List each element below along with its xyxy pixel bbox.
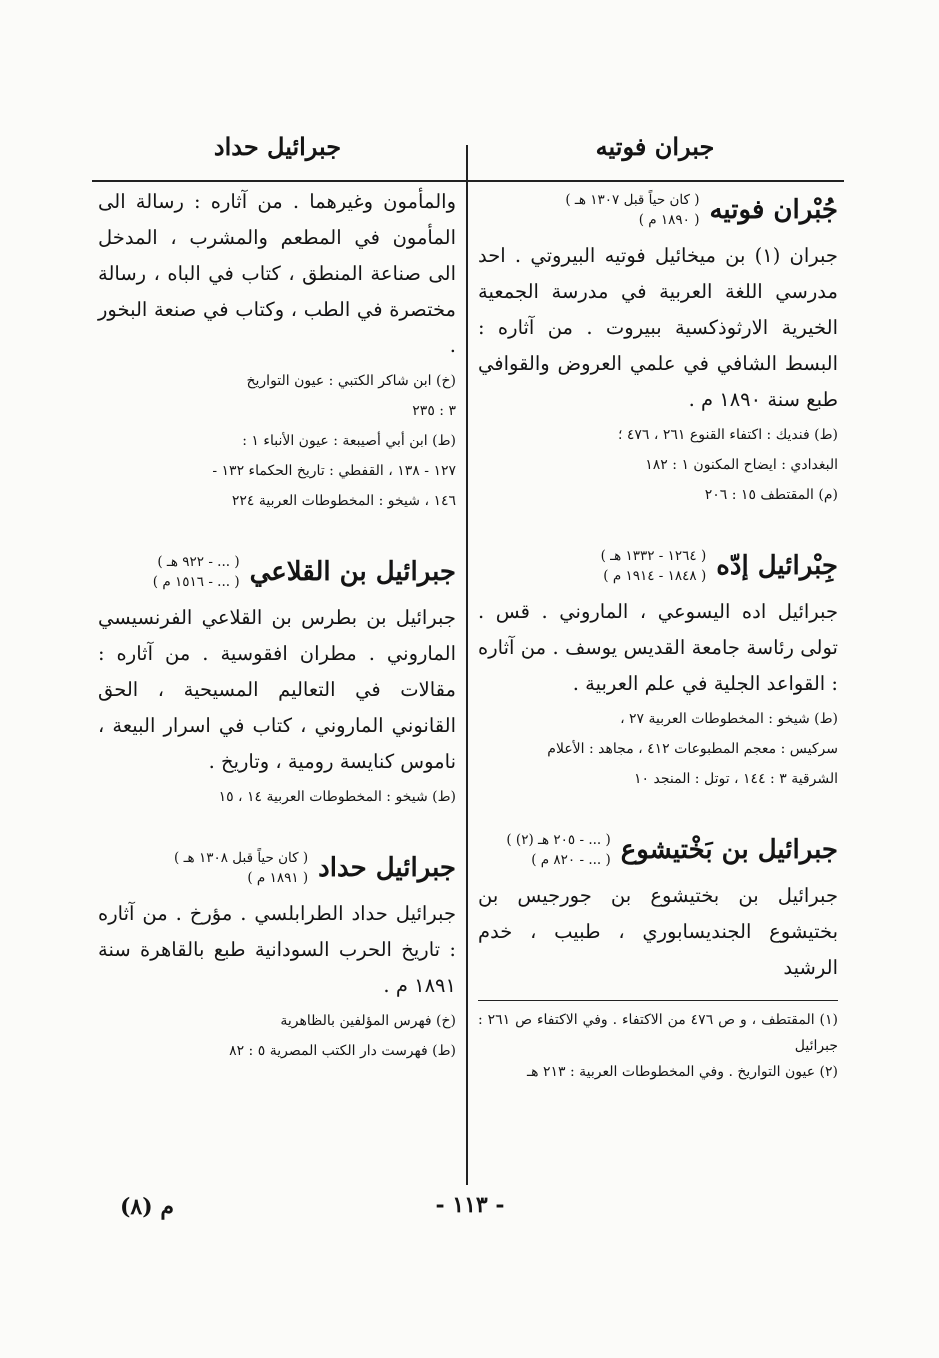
entry-reference: (ط) فهرست دار الكتب المصرية ٥ : ٨٢ bbox=[229, 1043, 456, 1059]
signature-mark: م (٨) bbox=[120, 1194, 174, 1220]
entry-body: جبرائيل اده اليسوعي ، الماروني . قس . تولى رئاسة جامعة القديس يوسف . من آثاره : القواعد الجلية في علم العربية . bbox=[478, 600, 838, 695]
date-gregorian: ( ١٨٩١ م ) bbox=[247, 870, 309, 886]
entry-heading bbox=[478, 830, 838, 870]
entry-continuation bbox=[98, 184, 456, 514]
entry-dates bbox=[174, 848, 308, 888]
entry-jibrail-qilai bbox=[98, 552, 456, 810]
date-hijri: ( ١٢٦٤ - ١٣٣٢ هـ ) bbox=[600, 548, 707, 564]
running-header-right: جبران فوتيه bbox=[595, 132, 715, 161]
date-gregorian: ( ١٨٩٠ م ) bbox=[638, 212, 700, 228]
entry-reference: (خ) فهرس المؤلفين بالظاهرية bbox=[280, 1013, 456, 1029]
entry-dates bbox=[506, 830, 610, 870]
footnote: (١) المقتطف ، و ص ٤٧٦ من الاكتفاء . وفي الاكتفاء ص ٢٦١ : جبرائيل bbox=[478, 1012, 838, 1054]
entry-heading bbox=[98, 552, 456, 592]
entry-reference: (م) المقتطف ١٥ : ٢٠٦ bbox=[704, 487, 838, 503]
date-hijri: ( ... - ٢٠٥ هـ (٢) ) bbox=[506, 832, 611, 848]
footnote-rule bbox=[478, 1000, 838, 1001]
header-rule bbox=[92, 180, 844, 182]
entry-jibrail-haddad bbox=[98, 848, 456, 1064]
entry-body: جبرائيل بن بطرس بن القلاعي الفرنسيسي الماروني . مطران افقوسية . من آثاره : مقالات في التعاليم المسيحية ، الحق القانوني الماروني ، كتاب في اسرار البيعة ، ناموس كنايسة رومية ، وتاريخ . bbox=[98, 606, 456, 773]
entry-jibrail-bakhtishu bbox=[478, 830, 838, 986]
entry-reference: (خ) ابن شاكر الكتبي : عيون التواريخ bbox=[246, 373, 456, 389]
entry-heading bbox=[478, 190, 838, 230]
entry-heading bbox=[478, 546, 838, 586]
entry-jubran-fotieh bbox=[478, 190, 838, 508]
date-gregorian: ( ... - ٨٢٠ م ) bbox=[531, 852, 611, 868]
entry-body: جبران (١) بن ميخائيل فوتيه البيروتي . احد مدرسي اللغة العربية في مدرسة الجمعية الخيرية الارثوذكسية ببيروت . من آثاره : البسط الشافي في علمي العروض والقوافي طبع سنة ١٨٩٠ م . bbox=[478, 244, 838, 411]
right-column bbox=[478, 184, 838, 1085]
entry-reference: الشرقية ٣ : ١٤٤ ، توتل : المنجد ١٠ bbox=[634, 771, 838, 787]
entry-body: والمأمون وغيرهما . من آثاره : رسالة الى المأمون في المطعم والمشرب ، المدخل الى صناعة المنطق ، كتاب في الباه ، رسالة مختصرة في الطب ، وكتاب في صنعة البخور . bbox=[98, 190, 456, 357]
entry-name: جبرائيل بن القلاعي bbox=[249, 557, 456, 587]
entry-reference: ١٢٧ - ١٣٨ ، القفطي : تاريخ الحكماء ١٣٢ - bbox=[212, 463, 456, 479]
date-gregorian: ( ١٨٤٨ - ١٩١٤ م ) bbox=[603, 568, 707, 584]
entry-dates bbox=[565, 190, 699, 230]
date-gregorian: ( ... - ١٥١٦ م ) bbox=[152, 574, 240, 590]
entry-reference: ١٤٦ ، شيخو : المخطوطات العربية ٢٢٤ bbox=[231, 493, 456, 509]
entry-body: جبرائيل بن بختيشوع بن جورجيس بن بختيشوع الجنديسابوري ، طبيب ، خدم الرشيد bbox=[478, 884, 838, 979]
entry-jibrail-edde bbox=[478, 546, 838, 792]
footnote: (٢) عيون التواريخ . وفي المخطوطات العربية : ٢١٣ هـ bbox=[527, 1064, 838, 1080]
entry-name: جبرائيل بن بَخْتيشوع bbox=[620, 835, 838, 865]
page-number: - ١١٣ - bbox=[435, 1192, 505, 1218]
entry-reference: (ط) فنديك : اكتفاء القنوع ٢٦١ ، ٤٧٦ ؛ bbox=[617, 427, 838, 443]
entry-name: جبرائيل حداد bbox=[318, 853, 456, 883]
entry-reference: (ط) شيخو : المخطوطات العربية ١٤ ، ١٥ bbox=[218, 789, 456, 805]
entry-reference: البغدادي : ايضاح المكنون ١ : ١٨٢ bbox=[645, 457, 838, 473]
entry-reference: (ط) شيخو : المخطوطات العربية ٢٧ ، bbox=[620, 711, 838, 727]
entry-reference: ٣ : ٢٣٥ bbox=[412, 403, 456, 419]
entry-reference: سركيس : معجم المطبوعات ٤١٢ ، مجاهد : الأعلام bbox=[547, 741, 838, 757]
entry-name: جِبْرائيل إدّه bbox=[716, 551, 838, 581]
date-hijri: ( كان حياً قبل ١٣٠٧ هـ ) bbox=[565, 192, 700, 208]
date-hijri: ( ... - ٩٢٢ هـ ) bbox=[157, 554, 240, 570]
entry-dates bbox=[601, 546, 707, 586]
left-column bbox=[98, 184, 456, 1078]
entry-reference: (ط) ابن أبي أصيبعة : عيون الأنباء ١ : bbox=[242, 433, 456, 449]
entry-body: جبرائيل حداد الطرابلسي . مؤرخ . من آثاره : تاريخ الحرب السودانية طبع بالقاهرة سنة ١٨٩١ م . bbox=[98, 902, 456, 997]
entry-dates bbox=[153, 552, 240, 592]
column-divider bbox=[466, 145, 468, 1185]
entry-name: جُبْران فوتيه bbox=[709, 195, 838, 225]
date-hijri: ( كان حياً قبل ١٣٠٨ هـ ) bbox=[174, 850, 309, 866]
running-header-left: جبرائيل حداد bbox=[213, 132, 342, 161]
entry-heading bbox=[98, 848, 456, 888]
